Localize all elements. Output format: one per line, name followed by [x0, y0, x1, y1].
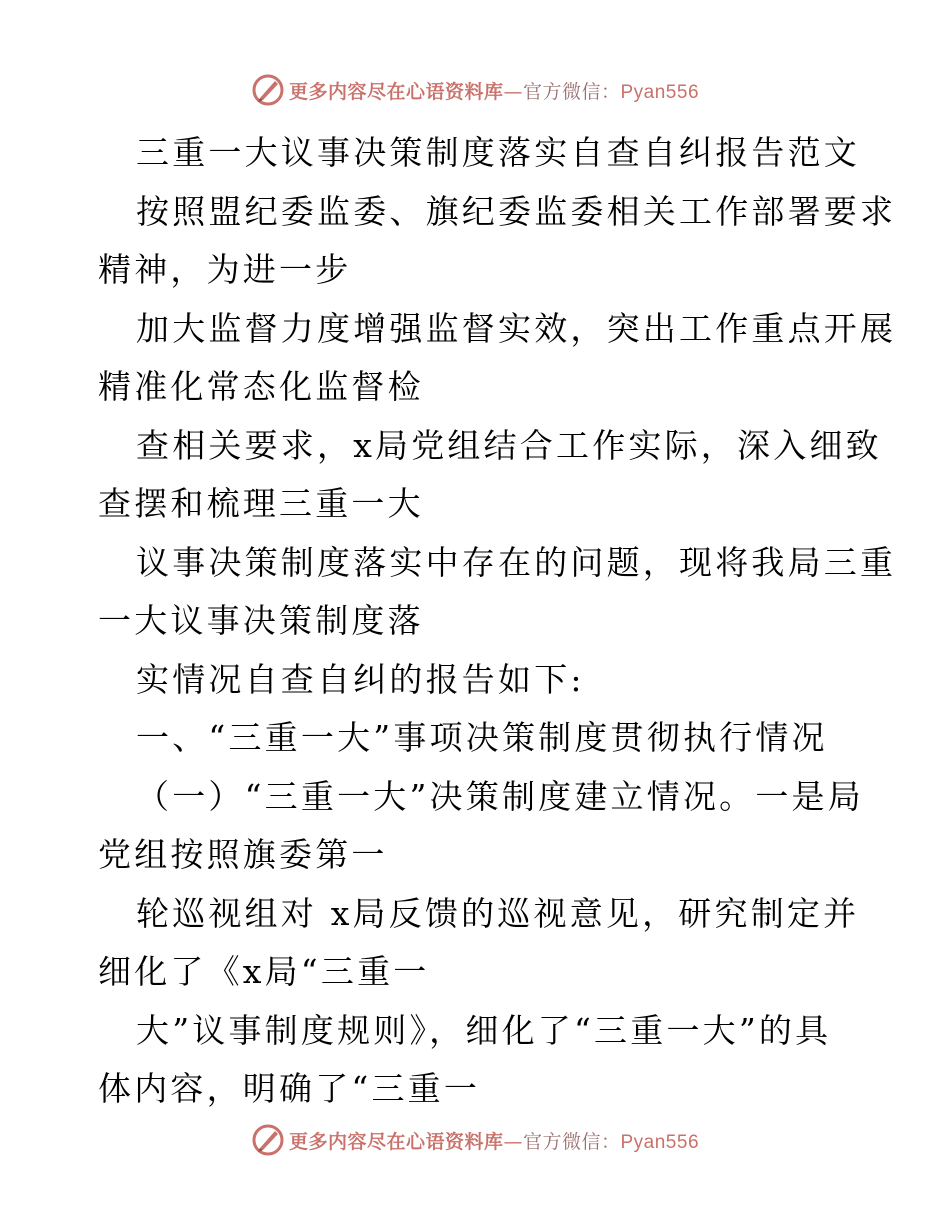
paragraph-line: 精神，为进一步: [98, 250, 352, 289]
document-body: [98, 124, 897, 1119]
watermark-separator: —: [503, 80, 523, 103]
watermark-banner-top: [0, 70, 950, 110]
watermark-text: [289, 77, 699, 104]
paragraph-line: 一大议事决策制度落: [98, 601, 424, 640]
paragraph-line: 轮巡视组对 x局反馈的巡视意见，研究制定并: [136, 893, 860, 933]
watermark-text: [289, 1127, 699, 1154]
watermark-label: 官方微信：: [522, 80, 621, 103]
paragraph-line: 议事决策制度落实中存在的问题，现将我局三重: [136, 542, 897, 582]
paragraph-line: 实情况自查自纠的报告如下:: [136, 659, 585, 699]
paragraph-line: 精准化常态化监督检: [98, 367, 424, 406]
quill-pen-logo-icon: [251, 73, 285, 107]
paragraph-line: 加大监督力度增强监督实效，突出工作重点开展: [136, 308, 897, 348]
quill-pen-logo-icon: [251, 1123, 285, 1157]
watermark-site: 更多内容尽在心语资料库: [288, 1130, 504, 1153]
paragraph-line: （一）“三重一大”决策制度建立情况。一是局: [136, 776, 864, 816]
watermark-site: 更多内容尽在心语资料库: [288, 80, 504, 103]
watermark-separator: —: [503, 1130, 523, 1153]
watermark-label: 官方微信：: [522, 1130, 621, 1153]
paragraph-line: 细化了《x局“三重一: [98, 952, 430, 991]
watermark-wechat-id: Pyan556: [620, 1131, 700, 1153]
paragraph-line: 体内容，明确了“三重一: [98, 1069, 481, 1108]
paragraph-line: 查相关要求，x局党组结合工作实际，深入细致: [136, 425, 882, 465]
paragraph-line: 查摆和梳理三重一大: [98, 484, 424, 523]
watermark-banner-bottom: [0, 1120, 950, 1160]
paragraph-line: 按照盟纪委监委、旗纪委监委相关工作部署要求: [136, 191, 897, 231]
section-heading: 一、“三重一大”事项决策制度贯彻执行情况: [136, 718, 828, 757]
document-title: 三重一大议事决策制度落实自查自纠报告范文: [136, 133, 860, 172]
paragraph-line: 党组按照旗委第一: [98, 835, 388, 874]
watermark-wechat-id: Pyan556: [620, 81, 700, 103]
paragraph-line: 大”议事制度规则》，细化了“三重一大”的具: [136, 1010, 832, 1050]
